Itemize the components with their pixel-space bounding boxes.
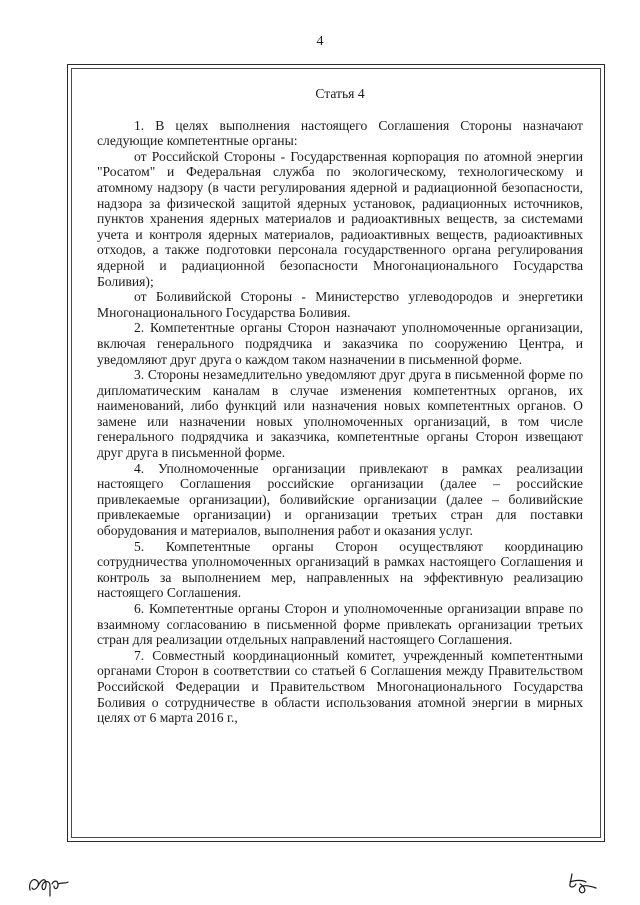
paragraph-russian-side: от Российской Стороны - Государственная корпорация по атомной энергии "Росатом" и Федеральная служба по экологическому, технологическому и атомному надзору (в части регулирования ядерной и радиационной безопасности, надзора за физической защитой ядерных установок, радиационных источников, пунктов хранения ядерных материалов и радиоактивных веществ, за системами учета и контроля ядерных материалов, радиоактивных веществ, радиоактивных отходов, а также подготовки персонала государственного органа регулирования ядерной и радиационной безопасности Многонационального Государства Боливия); bbox=[97, 148, 583, 289]
article-title: Статья 4 bbox=[315, 86, 365, 101]
paragraph-7: 7. Совместный координационный комитет, учрежденный компетентными органами Сторон в соответствии со статьей 6 Соглашения между Правительством Российской Федерации и Правительством Многонационального Государства Боливия о сотрудничестве в области использования атомной энергии в мирных целях от 6 марта 2016 г., bbox=[97, 647, 583, 726]
paragraph-3: 3. Стороны незамедлительно уведомляют друг друга в письменной форме по дипломатическим каналам в случае изменения компетентных органов, их наименований, либо функций или назначения новых компетентных органов. О замене или назначении новых уполномоченных организаций, в том числе генерального подрядчика и заказчика, компетентные органы Сторон извещают друг друга в письменной форме. bbox=[97, 367, 583, 461]
initials-signature-right bbox=[562, 870, 602, 896]
paragraph-4: 4. Уполномоченные организации привлекают в рамках реализации настоящего Соглашения российские организации (далее – российские привлекаемые организации), боливийские организации (далее – боливийские привлекаемые организации) и организации третьих стран для поставки оборудования и материалов, выполнения работ и оказания услуг. bbox=[97, 460, 583, 539]
document-body bbox=[97, 86, 583, 726]
paragraph-5: 5. Компетентные органы Сторон осуществляют координацию сотрудничества уполномоченных организаций в рамках настоящего Соглашения и контроль за выполнением мер, направленных на эффективную реализацию настоящего Соглашения. bbox=[97, 538, 583, 601]
page-number: 4 bbox=[316, 34, 324, 49]
initials-signature-left bbox=[24, 868, 70, 898]
paragraph-2: 2. Компетентные органы Сторон назначают уполномоченные организации, включая генерального подрядчика и заказчика по сооружению Центра, и уведомляют друг друга о каждом таком назначении в письменной форме. bbox=[97, 320, 583, 367]
paragraph-6: 6. Компетентные органы Сторон и уполномоченные организации вправе по взаимному согласованию в письменной форме привлекать организации третьих стран для реализации отдельных направлений настоящего Соглашения. bbox=[97, 601, 583, 648]
paragraph-bolivian-side: от Боливийской Стороны - Министерство углеводородов и энергетики Многонационального Государства Боливия. bbox=[97, 289, 583, 320]
paragraph-1: 1. В целях выполнения настоящего Соглашения Стороны назначают следующие компетентные органы: bbox=[97, 117, 583, 149]
